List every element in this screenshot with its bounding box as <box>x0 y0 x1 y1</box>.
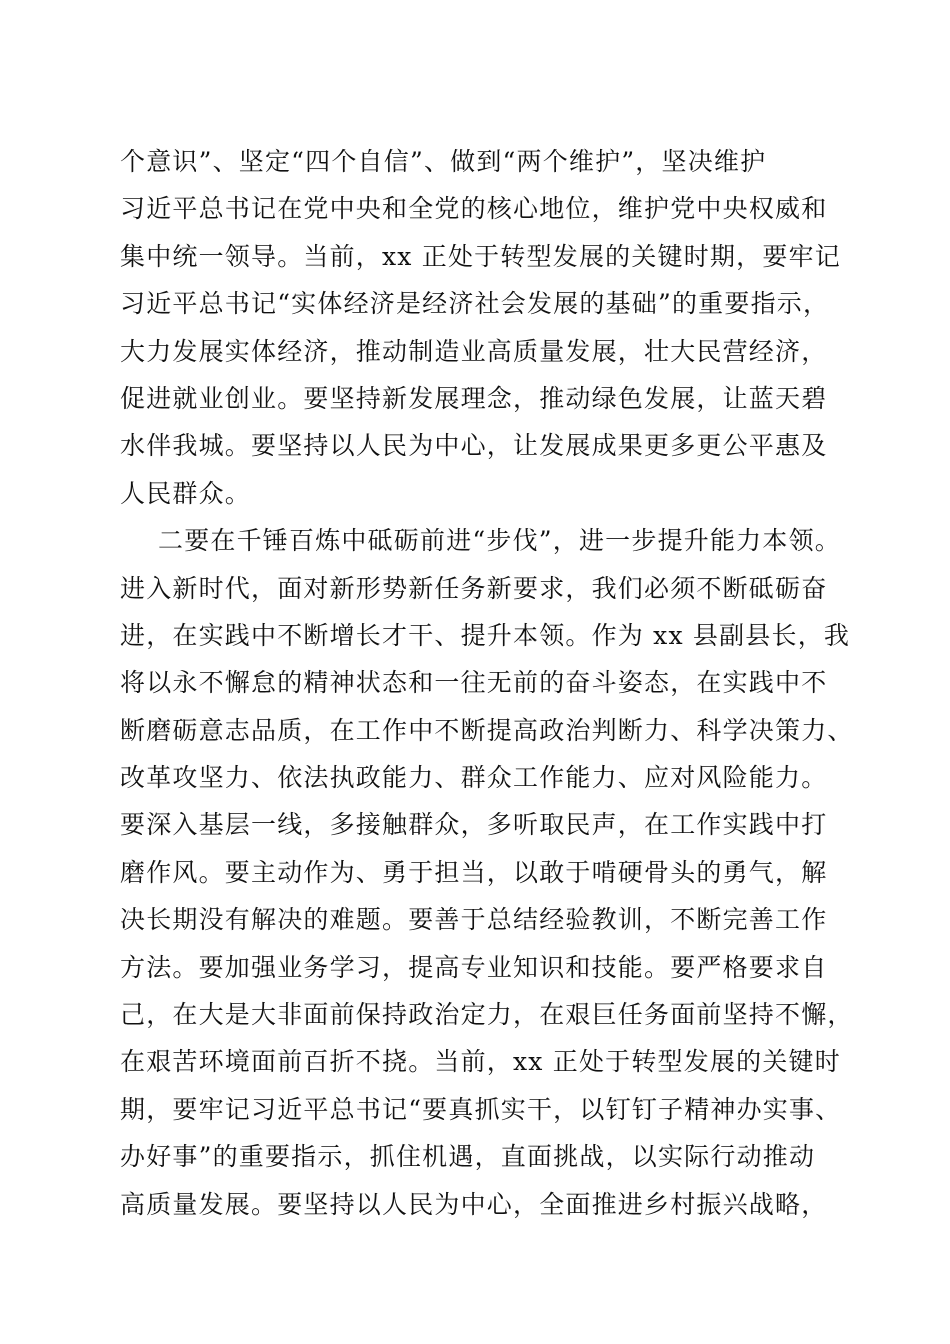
text-line: 断磨砺意志品质，在工作中不断提高政治判断力、科学决策力、 <box>120 715 854 745</box>
text-line: 方法。要加强业务学习，提高专业知识和技能。要严格要求自 <box>120 952 828 982</box>
text-line: 进入新时代，面对新形势新任务新要求，我们必须不断砥砺奋 <box>120 573 828 603</box>
text-line: 己，在大是大非面前保持政治定力，在艰巨任务面前坚持不懈， <box>120 1000 854 1030</box>
text-line: 习近平总书记“实体经济是经济社会发展的基础”的重要指示， <box>120 289 830 319</box>
text-line: 习近平总书记在党中央和全党的核心地位，维护党中央权威和 <box>120 194 828 224</box>
text-line: 二要在千锤百炼中砥砺前进“步伐”，进一步提升能力本领。 <box>158 526 841 556</box>
paragraph-2 <box>120 517 860 1228</box>
text-line: 集中统一领导。当前，xx 正处于转型发展的关键时期，要牢记 <box>120 241 841 271</box>
text-line: 个意识”、坚定“四个自信”、做到“两个维护”，坚决维护 <box>120 147 767 176</box>
text-line: 将以永不懈怠的精神状态和一往无前的奋斗姿态，在实践中不 <box>120 668 828 698</box>
text-line: 水伴我城。要坚持以人民为中心，让发展成果更多更公平惠及 <box>120 431 828 461</box>
text-line: 促进就业创业。要坚持新发展理念，推动绿色发展，让蓝天碧 <box>120 383 828 413</box>
text-line: 大力发展实体经济，推动制造业高质量发展，壮大民营经济， <box>120 336 828 366</box>
text-line: 进，在实践中不断增长才干、提升本领。作为 xx 县副县长，我 <box>120 620 851 650</box>
text-line: 磨作风。要主动作为、勇于担当，以敢于啃硬骨头的勇气，解 <box>120 857 828 887</box>
text-line: 在艰苦环境面前百折不挠。当前，xx 正处于转型发展的关键时 <box>120 1047 841 1077</box>
paragraph-1 <box>120 138 860 517</box>
document-body <box>120 138 860 1228</box>
text-line: 要深入基层一线，多接触群众，多听取民声，在工作实践中打 <box>120 810 828 840</box>
text-line: 高质量发展。要坚持以人民为中心，全面推进乡村振兴战略， <box>120 1189 828 1219</box>
text-line: 决长期没有解决的难题。要善于总结经验教训，不断完善工作 <box>120 905 828 935</box>
text-line: 办好事”的重要指示，抓住机遇，直面挑战，以实际行动推动 <box>120 1142 816 1172</box>
text-line: 人民群众。 <box>120 478 252 508</box>
text-line: 期，要牢记习近平总书记“要真抓实干，以钉钉子精神办实事、 <box>120 1094 842 1124</box>
text-line: 改革攻坚力、依法执政能力、群众工作能力、应对风险能力。 <box>120 763 828 793</box>
